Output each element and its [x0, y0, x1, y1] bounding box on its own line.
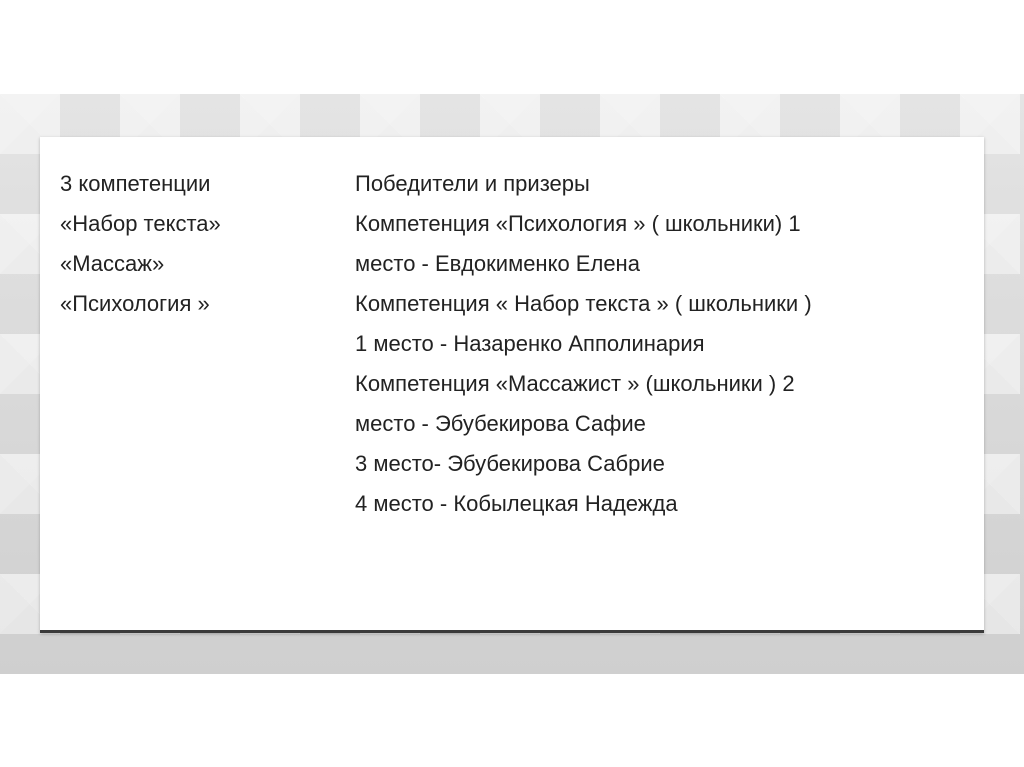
- competencies-heading: 3 компетенции: [60, 171, 211, 196]
- winners-heading: Победители и призеры: [355, 171, 590, 196]
- competency-item: «Набор текста»: [60, 211, 221, 236]
- winners-line: Компетенция «Психология » ( школьники) 1: [355, 211, 801, 236]
- competencies-column: [60, 164, 221, 324]
- competency-item: «Психология »: [60, 291, 210, 316]
- winners-line: 4 место - Кобылецкая Надежда: [355, 491, 678, 516]
- winners-line: место - Эбубекирова Сафие: [355, 411, 646, 436]
- winners-line: 3 место- Эбубекирова Сабрие: [355, 451, 665, 476]
- winners-column: [355, 164, 812, 524]
- winners-line: 1 место - Назаренко Апполинария: [355, 331, 705, 356]
- competency-item: «Массаж»: [60, 251, 165, 276]
- winners-line: место - Евдокименко Елена: [355, 251, 640, 276]
- slide-card: [40, 137, 984, 633]
- winners-line: Компетенция «Массажист » (школьники ) 2: [355, 371, 795, 396]
- winners-line: Компетенция « Набор текста » ( школьники ): [355, 291, 812, 316]
